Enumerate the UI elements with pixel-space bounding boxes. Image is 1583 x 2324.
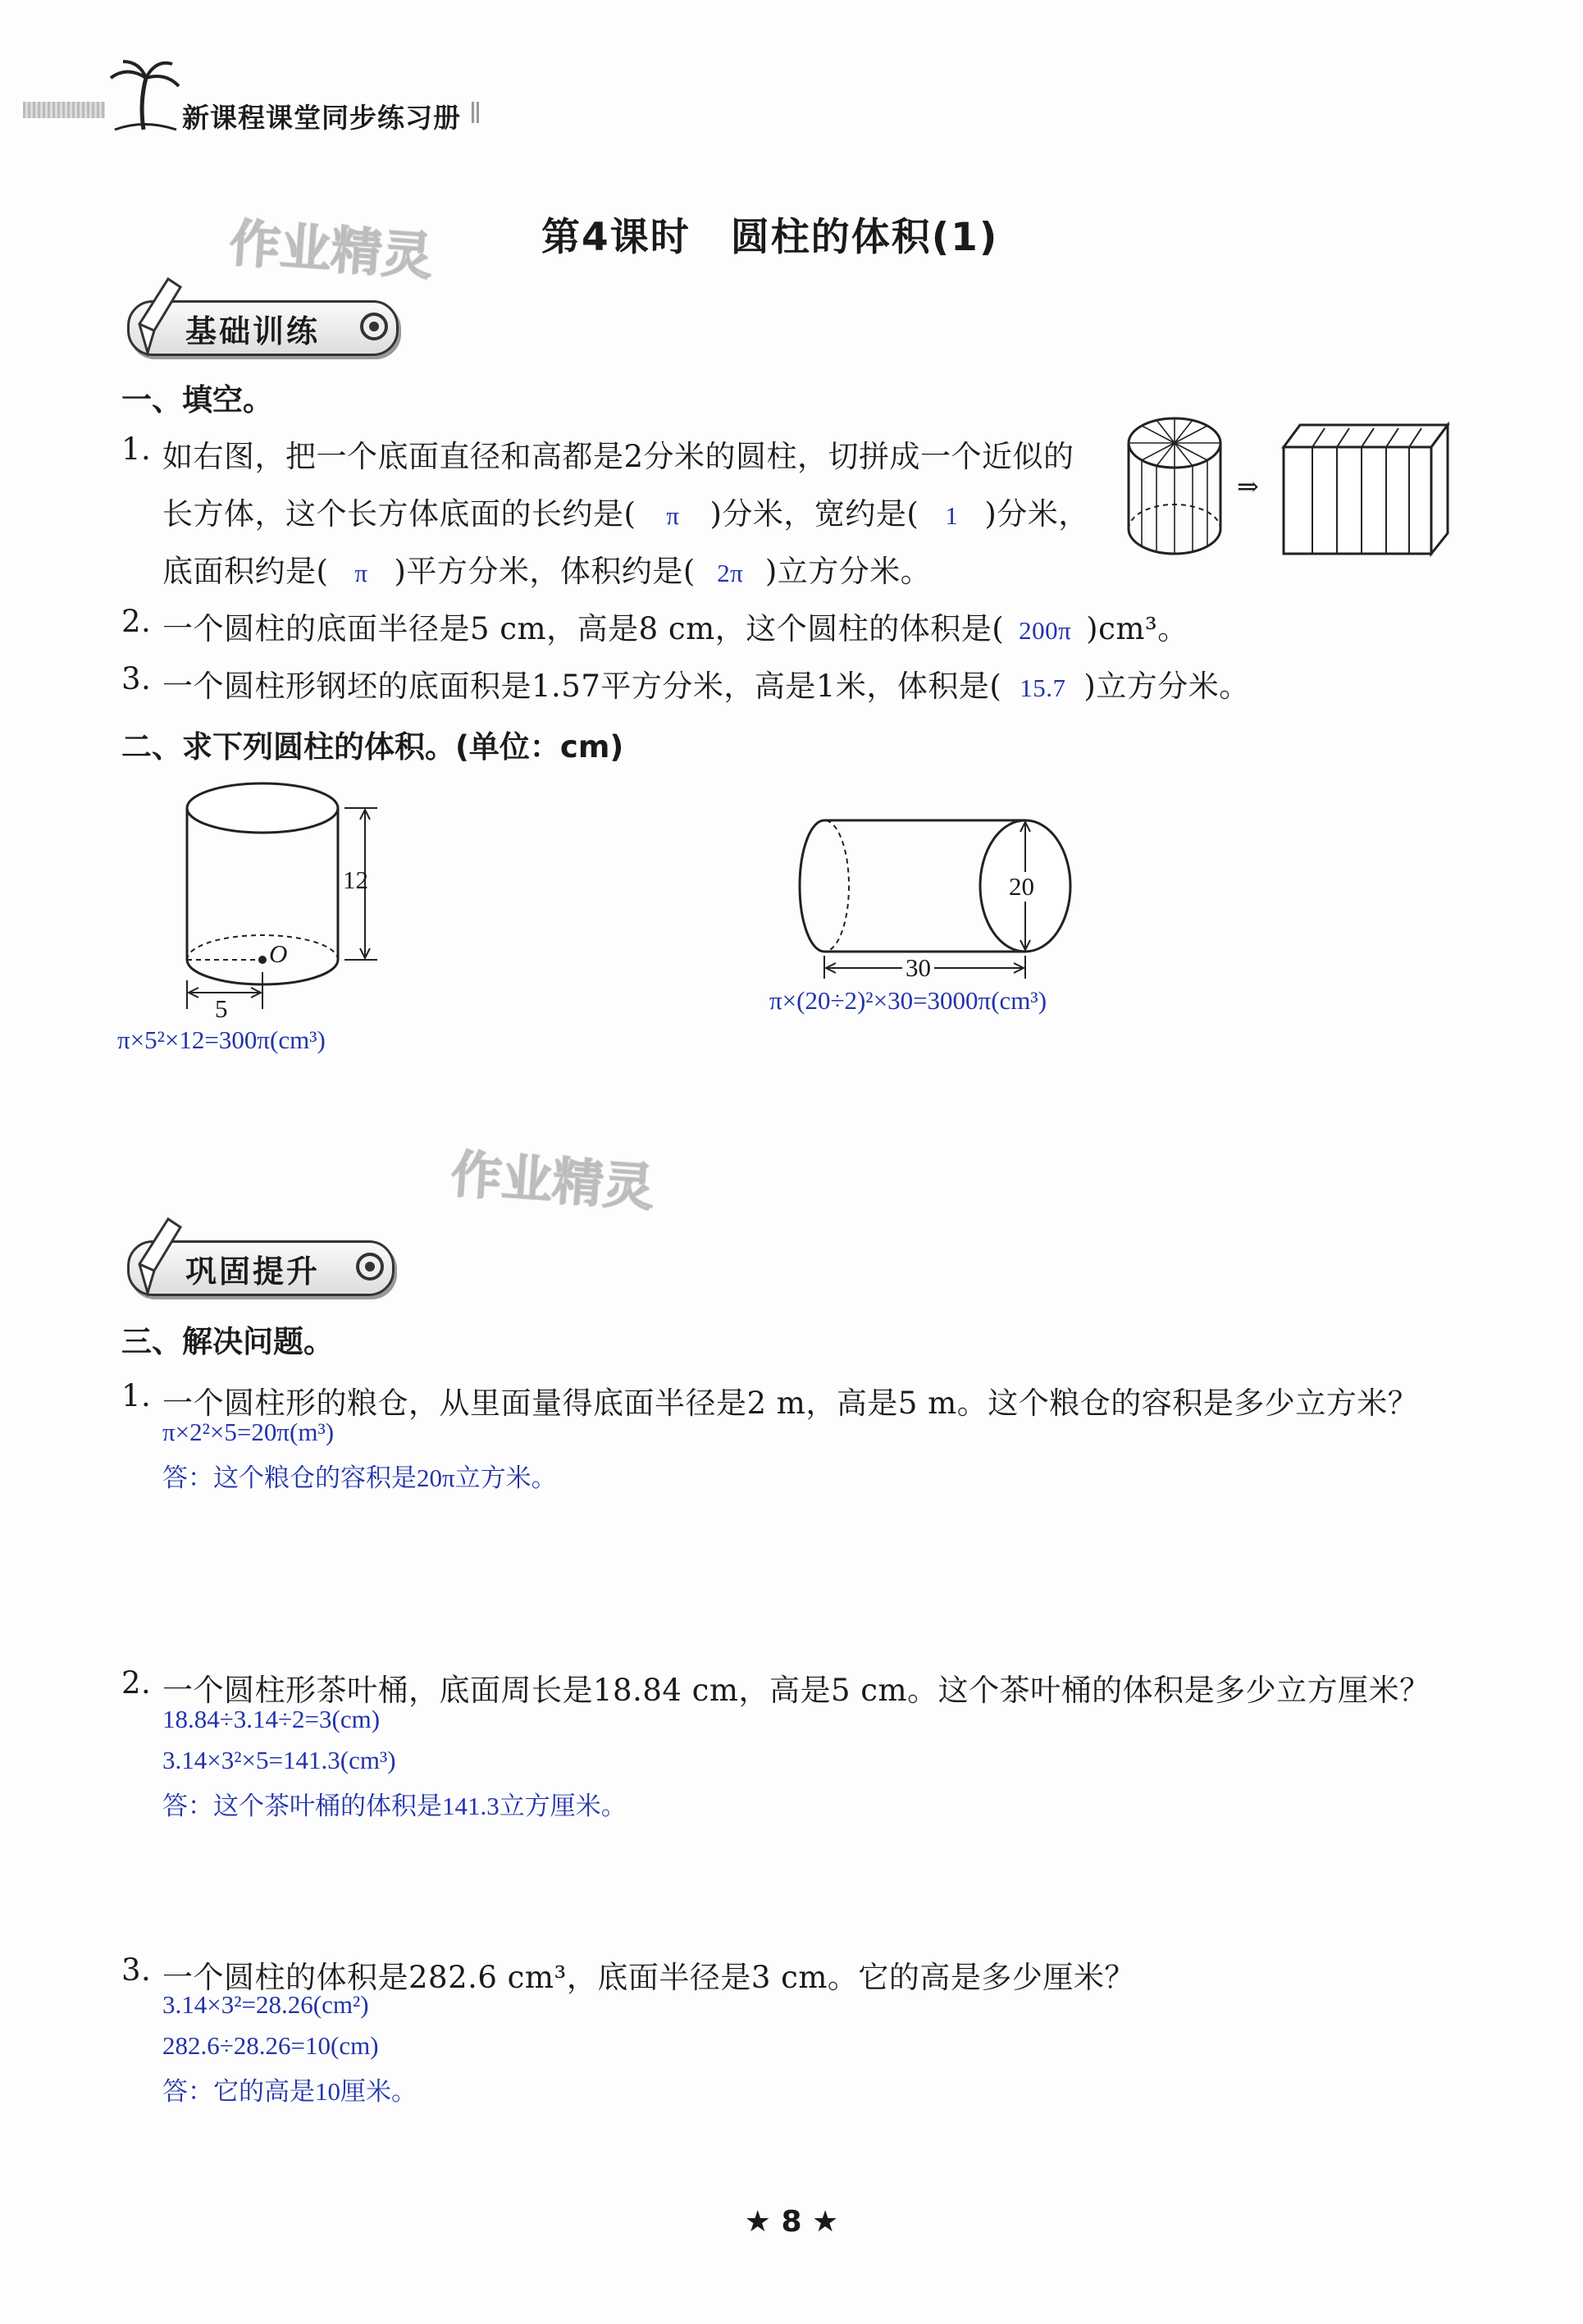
- question-number: 2.: [121, 604, 152, 639]
- question-text-line: [162, 489, 1089, 533]
- answer-blank: π: [354, 559, 368, 587]
- question-text-line: [162, 546, 931, 591]
- text: )平方分米，体积约是(: [394, 554, 696, 589]
- question-text: 一个圆柱的体积是282.6 cm³，底面半径是3 cm。它的高是多少厘米？: [162, 1960, 1135, 1995]
- part3-heading: 三、解决问题。: [121, 1324, 334, 1359]
- radius-label: 5: [215, 994, 228, 1023]
- fig2-answer: π×(20÷2)²×30=3000π(cm³): [769, 986, 1047, 1015]
- answer-blank: 2π: [717, 559, 744, 587]
- question-number: 1.: [121, 431, 152, 467]
- question-number: 3.: [121, 661, 152, 696]
- answer-blank: 1: [945, 501, 959, 530]
- watermark: 作业精灵: [227, 212, 435, 287]
- question-text: 如右图，把一个底面直径和高都是2分米的圆柱，切拼成一个近似的: [162, 439, 1074, 474]
- watermark: 作业精灵: [449, 1144, 656, 1218]
- header-end-decoration: [472, 102, 481, 123]
- answer-line: 答：这个茶叶桶的体积是141.3立方厘米。: [162, 1792, 627, 1820]
- part1-heading: 一、填空。: [121, 382, 273, 418]
- center-label: O: [269, 939, 288, 968]
- work-line: 18.84÷3.14÷2=3(cm): [162, 1705, 381, 1733]
- lesson-title: 第4课时 圆柱的体积(1): [541, 215, 999, 260]
- text: )cm³。: [1086, 611, 1188, 646]
- height-label: 12: [343, 865, 368, 894]
- question-number: 3.: [121, 1952, 152, 1988]
- fig1-answer: π×5²×12=300π(cm³): [117, 1025, 326, 1054]
- section-label: 巩固提升: [185, 1253, 321, 1290]
- cuboid-figure: [1280, 418, 1456, 558]
- text: 一个圆柱形钢坯的底面积是1.57平方分米，高是1米，体积是(: [162, 669, 1002, 704]
- answer-blank: 200π: [1019, 616, 1072, 645]
- arrow-icon: ⇒: [1237, 471, 1259, 502]
- question-number: 2.: [121, 1665, 152, 1701]
- text: 一个圆柱的底面半径是5 cm，高是8 cm，这个圆柱的体积是(: [162, 611, 1005, 646]
- section-badge-advance: [127, 1240, 395, 1296]
- ring-icon: [356, 1253, 384, 1281]
- answer-blank: π: [666, 501, 680, 530]
- text: 底面积约是(: [162, 554, 329, 589]
- length-label: 30: [902, 953, 934, 983]
- text: 长方体，这个长方体底面的长约是(: [162, 496, 636, 532]
- header-decoration: [23, 102, 105, 118]
- work-line: 3.14×3²×5=141.3(cm³): [162, 1746, 396, 1774]
- work-line: 282.6÷28.26=10(cm): [162, 2031, 379, 2060]
- sliced-cylinder-figure: [1124, 410, 1226, 562]
- cylinder-figure-2: [792, 816, 1079, 980]
- question-text-line: [162, 604, 1188, 648]
- question-text: 一个圆柱形茶叶桶，底面周长是18.84 cm，高是5 cm。这个茶叶桶的体积是多少立方厘米？: [162, 1673, 1430, 1708]
- text: )分米，宽约是(: [709, 496, 919, 532]
- pencil-icon: [123, 275, 189, 357]
- book-title: 新课程课堂同步练习册: [182, 102, 461, 134]
- answer-blank: 15.7: [1020, 673, 1066, 702]
- question-text: 一个圆柱形的粮仓，从里面量得底面半径是2 m，高是5 m。这个粮仓的容积是多少立方米？: [162, 1386, 1419, 1421]
- palm-tree-icon: [107, 57, 180, 131]
- answer-line: 答：这个粮仓的容积是20π立方米。: [162, 1463, 557, 1492]
- page-number: ★ 8 ★: [744, 2205, 839, 2239]
- work-line: π×2²×5=20π(m³): [162, 1418, 335, 1446]
- ring-icon: [360, 313, 388, 340]
- section-badge-basic: [127, 300, 399, 356]
- question-text-line: [162, 661, 1250, 705]
- text: )立方分米。: [1083, 669, 1250, 704]
- answer-line: 答：它的高是10厘米。: [162, 2077, 417, 2106]
- text: )分米，: [984, 496, 1089, 532]
- question-number: 1.: [121, 1378, 152, 1413]
- part2-heading: 二、求下列圆柱的体积。(单位：cm): [121, 729, 624, 765]
- work-line: 3.14×3²=28.26(cm²): [162, 1990, 369, 2019]
- text: )立方分米。: [764, 554, 932, 589]
- cylinder-figure-1: [176, 775, 390, 1034]
- diameter-label: 20: [1009, 872, 1034, 901]
- pencil-icon: [123, 1215, 189, 1297]
- section-label: 基础训练: [185, 313, 321, 349]
